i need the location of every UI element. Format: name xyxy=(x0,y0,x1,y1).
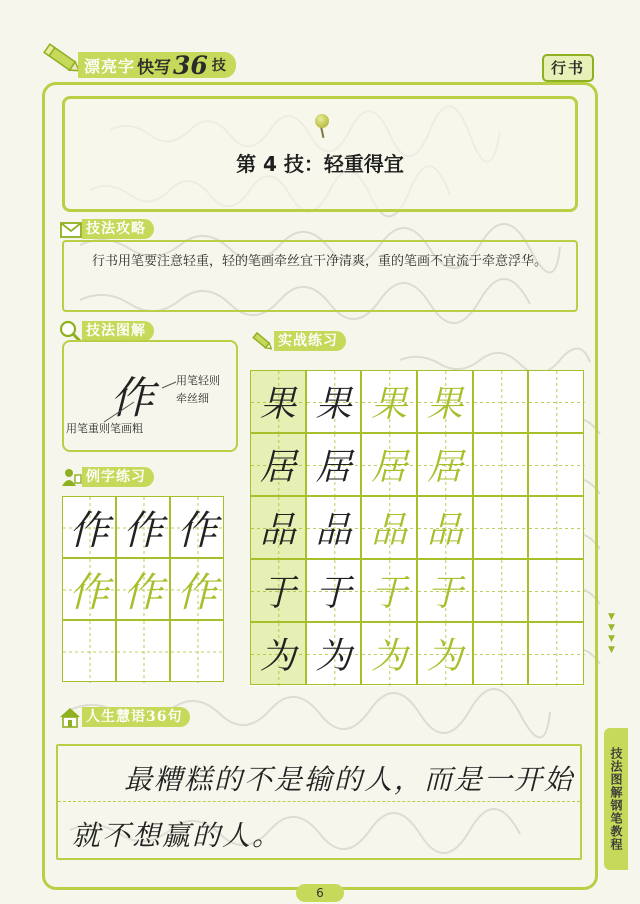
light-stroke-note-line2: 牵丝细 xyxy=(176,392,209,405)
series-title-part-c: 技 xyxy=(211,58,226,74)
practice-grid-cell xyxy=(361,622,417,685)
example-grid-cell xyxy=(170,620,224,682)
example-grid-char: 作 xyxy=(69,569,109,616)
pushpin-icon xyxy=(315,114,329,128)
practice-grid-char: 于 xyxy=(315,573,352,614)
skill-title: 第 4 技：轻重得宜 xyxy=(236,152,404,176)
practice-grid-char: 果 xyxy=(371,384,408,425)
example-grid-char: 作 xyxy=(123,569,163,616)
practice-grid-char: 果 xyxy=(259,384,296,425)
series-title-number: 36 xyxy=(173,50,208,80)
illustration-character: 作 xyxy=(110,373,154,424)
motto-line-2: 就不想赢的人。 xyxy=(72,819,283,852)
practice-grid-char: 品 xyxy=(259,510,296,551)
example-grid-cell xyxy=(116,496,170,558)
motto-label: 人生慧语36句 xyxy=(82,707,190,727)
example-label: 例字练习 xyxy=(82,467,154,487)
tips-label: 技法攻略 xyxy=(82,219,154,239)
practice-grid-char: 品 xyxy=(426,510,463,551)
person-icon xyxy=(60,466,82,488)
practice-grid-cell xyxy=(528,370,584,433)
motto-line-1: 最糟糕的不是输的人，而是一开始 xyxy=(124,763,575,796)
pen-icon xyxy=(250,330,274,352)
example-grid-char: 作 xyxy=(177,569,217,616)
practice-section-header xyxy=(250,330,346,352)
practice-grid-cell xyxy=(528,496,584,559)
practice-grid-char: 品 xyxy=(371,510,408,551)
practice-grid-cell xyxy=(417,559,473,622)
practice-grid-guide-lines xyxy=(474,560,530,623)
practice-grid-char: 于 xyxy=(426,573,463,614)
side-arrows: ▼ ▼ ▼ ▼ xyxy=(608,612,615,655)
practice-grid-char: 于 xyxy=(259,573,296,614)
example-grid-guide-lines xyxy=(63,621,117,683)
practice-grid-char: 居 xyxy=(426,447,463,488)
practice-grid-cell xyxy=(473,559,529,622)
practice-grid-cell xyxy=(250,559,306,622)
practice-grid-cell xyxy=(250,433,306,496)
practice-grid-cell xyxy=(528,559,584,622)
practice-grid-char: 品 xyxy=(315,510,352,551)
magnifier-icon xyxy=(58,320,82,342)
practice-grid-char: 为 xyxy=(315,636,352,677)
example-grid xyxy=(62,496,224,682)
example-grid-char: 作 xyxy=(123,507,163,554)
practice-grid-guide-lines xyxy=(474,623,530,686)
practice-grid-cell xyxy=(306,622,362,685)
example-grid-cell xyxy=(116,620,170,682)
practice-grid-cell xyxy=(417,622,473,685)
example-grid-guide-lines xyxy=(117,621,171,683)
example-grid-cell xyxy=(62,496,116,558)
motto-divider xyxy=(58,801,580,802)
tips-section-header xyxy=(60,218,154,240)
practice-grid-cell xyxy=(361,496,417,559)
practice-grid-guide-lines xyxy=(474,434,530,497)
series-title-part-b: 快写 xyxy=(137,57,172,78)
practice-grid-char: 为 xyxy=(426,636,463,677)
practice-grid-guide-lines xyxy=(529,434,585,497)
practice-grid xyxy=(250,370,584,686)
practice-grid-cell xyxy=(473,370,529,433)
example-grid-guide-lines xyxy=(171,621,225,683)
practice-grid-guide-lines xyxy=(474,371,530,434)
category-badge: 行书 xyxy=(542,54,594,82)
motto-section-header xyxy=(58,706,190,728)
tips-text: 行书用笔要注意轻重，轻的笔画牵丝宜干净清爽，重的笔画不宜流于牵意浮华。 xyxy=(92,254,548,269)
practice-grid-guide-lines xyxy=(529,371,585,434)
example-grid-cell xyxy=(62,620,116,682)
practice-grid-cell xyxy=(306,433,362,496)
practice-grid-guide-lines xyxy=(474,497,530,560)
light-stroke-note xyxy=(176,372,220,408)
practice-grid-cell xyxy=(250,496,306,559)
example-grid-cell xyxy=(116,558,170,620)
example-grid-char: 作 xyxy=(177,507,217,554)
practice-grid-cell xyxy=(361,559,417,622)
practice-grid-char: 为 xyxy=(371,636,408,677)
series-title xyxy=(78,52,236,78)
practice-grid-char: 于 xyxy=(371,573,408,614)
house-icon xyxy=(58,706,82,728)
practice-label: 实战练习 xyxy=(274,331,346,351)
practice-grid-char: 居 xyxy=(371,447,408,488)
practice-grid-guide-lines xyxy=(529,497,585,560)
practice-grid-char: 果 xyxy=(426,384,463,425)
practice-grid-cell xyxy=(306,559,362,622)
side-tab: 技法图解钢笔教程 xyxy=(604,728,628,870)
series-title-part-a: 漂亮字 xyxy=(84,56,136,76)
page-number: 6 xyxy=(296,884,344,902)
example-section-header xyxy=(60,466,154,488)
example-grid-cell xyxy=(170,558,224,620)
practice-grid-cell xyxy=(306,496,362,559)
illustration-section-header xyxy=(58,320,154,342)
practice-grid-cell xyxy=(250,622,306,685)
envelope-icon xyxy=(60,219,82,239)
practice-grid-cell xyxy=(250,370,306,433)
practice-grid-cell xyxy=(528,433,584,496)
practice-grid-cell xyxy=(361,370,417,433)
light-stroke-note-line1: 用笔轻则 xyxy=(176,374,220,387)
practice-grid-char: 居 xyxy=(259,447,296,488)
practice-grid-char: 为 xyxy=(259,636,296,677)
practice-grid-cell xyxy=(473,496,529,559)
practice-grid-cell xyxy=(417,370,473,433)
practice-grid-guide-lines xyxy=(529,560,585,623)
practice-grid-guide-lines xyxy=(529,623,585,686)
practice-grid-cell xyxy=(473,622,529,685)
practice-grid-cell xyxy=(361,433,417,496)
heavy-stroke-note: 用笔重则笔画粗 xyxy=(66,422,143,435)
practice-grid-cell xyxy=(417,496,473,559)
illustration-label: 技法图解 xyxy=(82,321,154,341)
practice-grid-cell xyxy=(417,433,473,496)
practice-grid-cell xyxy=(306,370,362,433)
practice-grid-char: 居 xyxy=(315,447,352,488)
example-grid-cell xyxy=(62,558,116,620)
example-grid-char: 作 xyxy=(69,507,109,554)
practice-grid-cell xyxy=(528,622,584,685)
example-grid-cell xyxy=(170,496,224,558)
practice-grid-char: 果 xyxy=(315,384,352,425)
practice-grid-cell xyxy=(473,433,529,496)
